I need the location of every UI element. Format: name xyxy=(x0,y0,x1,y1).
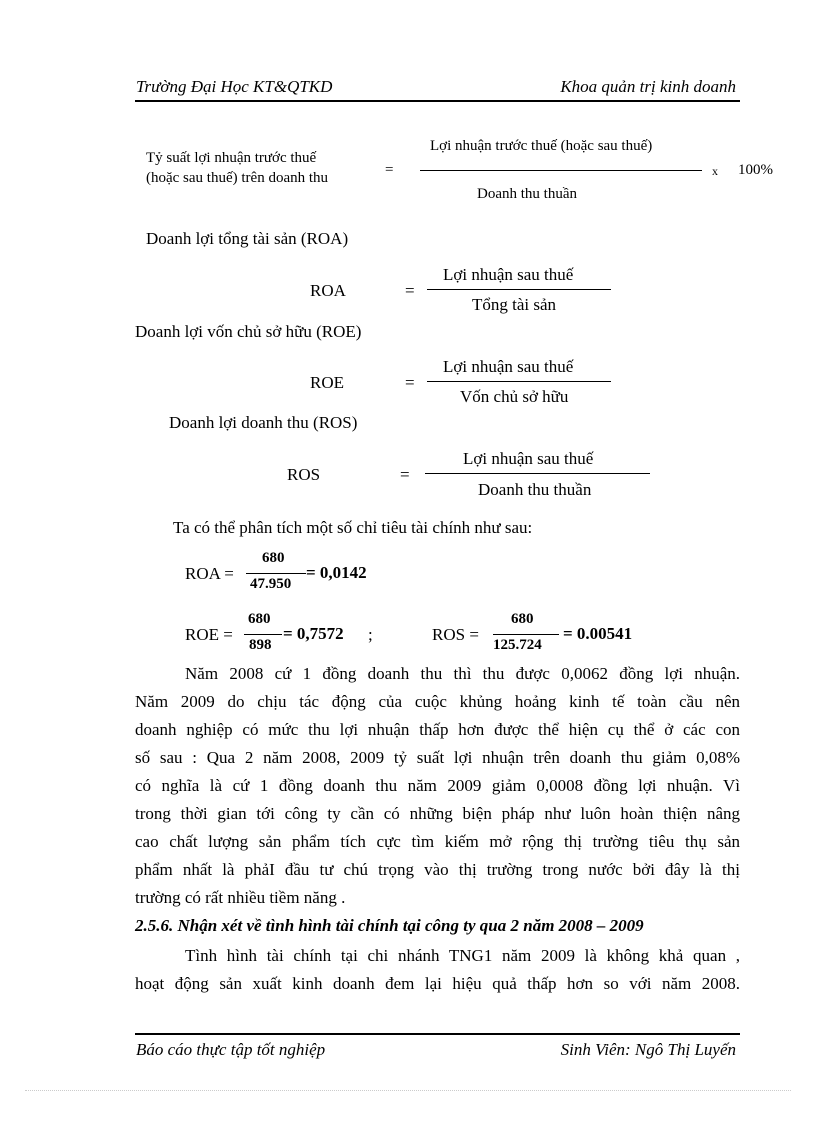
roa-equals: = xyxy=(405,281,415,300)
ros-denominator: Doanh thu thuần xyxy=(478,480,592,499)
roe-label: ROE xyxy=(310,373,344,392)
header-rule xyxy=(135,100,740,102)
analysis-intro: Ta có thể phân tích một số chỉ tiêu tài chính như sau: xyxy=(173,518,533,537)
paragraph-profit-analysis xyxy=(135,660,740,912)
section-heading: 2.5.6. Nhận xét về tình hình tài chính tại công ty qua 2 năm 2008 – 2009 xyxy=(135,916,644,935)
calc-ros-numerator: 680 xyxy=(511,611,534,627)
roa-numerator: Lợi nhuận sau thuế xyxy=(443,265,574,284)
header-right: Khoa quản trị kinh doanh xyxy=(560,77,736,96)
profit-ratio-equals: = xyxy=(385,162,394,178)
calc-roa-label: ROA = xyxy=(185,564,234,583)
roe-denominator: Vốn chủ sở hữu xyxy=(460,387,569,406)
calc-roe-fraction-bar xyxy=(244,634,282,635)
paragraph-line: Tình hình tài chính tại chi nhánh TNG1 năm 2009 là không khả quan , xyxy=(185,946,740,965)
paragraph-line: trường có rất nhiều tiềm năng . xyxy=(135,888,346,907)
roa-label: ROA xyxy=(310,281,346,300)
paragraph-line: Năm 2009 do chịu tác động của cuộc khủng hoảng kinh tế toàn cầu nên xyxy=(135,692,740,711)
ros-equals: = xyxy=(400,465,410,484)
paragraph-line: có nghĩa là cứ 1 đồng doanh thu năm 2009 giảm 0,0008 đồng lợi nhuận. Vì xyxy=(135,776,740,795)
paragraph-line: cao chất lượng sản phẩm tích cực tìm kiếm mở rộng thị trường tiêu thụ sản xyxy=(135,832,740,851)
calc-ros-denominator: 125.724 xyxy=(493,637,542,653)
roe-fraction-bar xyxy=(427,381,611,382)
roa-denominator: Tổng tài sản xyxy=(472,295,557,314)
roa-heading: Doanh lợi tổng tài sản (ROA) xyxy=(146,229,349,248)
header-left: Trường Đại Học KT&QTKD xyxy=(136,77,333,96)
calc-ros-label: ROS = xyxy=(432,625,479,644)
paragraph-line: trong thời gian tới công ty cần có những biện pháp như luôn hoàn thiện nâng xyxy=(135,804,740,823)
paragraph-line: Năm 2008 cứ 1 đồng doanh thu thì thu được 0,0062 đồng lợi nhuận. xyxy=(185,664,740,683)
page-edge-dotted-line xyxy=(25,1090,791,1091)
profit-ratio-label-line2: (hoặc sau thuế) trên doanh thu xyxy=(146,170,329,186)
calc-roe-label: ROE = xyxy=(185,625,233,644)
calc-roa-fraction-bar xyxy=(246,573,306,574)
calc-roa-denominator: 47.950 xyxy=(250,576,292,592)
paragraph-line: số sau : Qua 2 năm 2008, 2009 tỷ suất lợi nhuận trên doanh thu giảm 0,08% xyxy=(135,748,740,767)
roe-numerator: Lợi nhuận sau thuế xyxy=(443,357,574,376)
roe-equals: = xyxy=(405,373,415,392)
ros-fraction-bar xyxy=(425,473,650,474)
profit-ratio-label-line1: Tỷ suất lợi nhuận trước thuế xyxy=(146,150,317,166)
calc-separator: ; xyxy=(368,625,373,644)
paragraph-financial-review xyxy=(135,942,740,998)
ros-label: ROS xyxy=(287,465,321,484)
calc-roe-denominator: 898 xyxy=(249,637,272,653)
calc-ros-result: = 0.00541 xyxy=(563,624,633,643)
calc-roe-numerator: 680 xyxy=(248,611,271,627)
paragraph-line: doanh nghiệp có mức thu lợi nhuận thấp hơn được thể hiện cụ thể ở các con xyxy=(135,720,740,739)
ros-heading: Doanh lợi doanh thu (ROS) xyxy=(169,413,358,432)
profit-ratio-numerator: Lợi nhuận trước thuế (hoặc sau thuế) xyxy=(430,138,653,154)
roe-heading: Doanh lợi vốn chủ sở hữu (ROE) xyxy=(135,322,362,341)
paragraph-line: hoạt động sản xuất kinh doanh đem lại hiệu quả thấp hơn so với năm 2008. xyxy=(135,974,740,993)
profit-ratio-fraction-bar xyxy=(420,170,702,171)
footer-right: Sinh Viên: Ngô Thị Luyến xyxy=(560,1040,736,1059)
calc-ros-fraction-bar xyxy=(493,634,559,635)
footer-left: Báo cáo thực tập tốt nghiệp xyxy=(136,1040,326,1059)
calc-roa-result: = 0,0142 xyxy=(306,563,367,582)
profit-ratio-percent: 100% xyxy=(738,162,773,178)
calc-roe-result: = 0,7572 xyxy=(283,624,344,643)
ros-numerator: Lợi nhuận sau thuế xyxy=(463,449,594,468)
footer-rule xyxy=(135,1033,740,1035)
profit-ratio-times: x xyxy=(712,164,718,178)
roa-fraction-bar xyxy=(427,289,611,290)
profit-ratio-denominator: Doanh thu thuần xyxy=(477,186,577,202)
calc-roa-numerator: 680 xyxy=(262,550,285,566)
paragraph-line: phẩm nhất là phảI đầu tư chú trọng vào thị trường trong nước bởi đây là thị xyxy=(135,860,740,879)
